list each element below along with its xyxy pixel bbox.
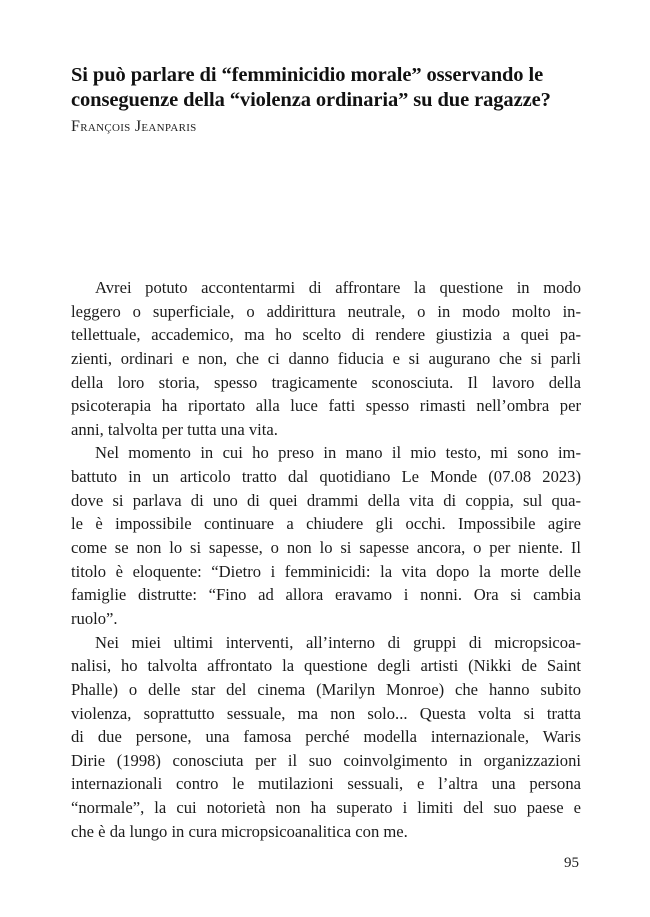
body-line: famiglie distrutte: “Fino ad allora eravamo i nonni. Ora si cambia [71, 585, 581, 605]
body-line: Avrei potuto accontentarmi di affrontare la questione in modo [95, 278, 581, 297]
body-line: battuto in un articolo tratto dal quotidiano Le Monde (07.08 2023) [71, 467, 581, 487]
chapter-title-line: conseguenze della “violenza ordinaria” su due ragazze? [71, 89, 551, 111]
body-line: nalisi, ho talvolta affrontato la questione degli artisti (Nikki de Saint [71, 656, 581, 676]
body-line: Dirie (1998) conosciuta per il suo coinvolgimento in organizzazioni [71, 750, 581, 770]
body-line: anni, talvolta per tutta una vita. [71, 419, 278, 439]
body-line: leggero o superficiale, o addirittura neutrale, o in modo molto in- [71, 301, 581, 321]
body-line: ruolo”. [71, 608, 118, 628]
page-number: 95 [564, 855, 579, 871]
body-line: dove si parlava di uno di quei drammi della vita di coppia, sul qua- [71, 490, 581, 510]
body-line: violenza, soprattutto sessuale, ma non solo... Questa volta si tratta [71, 703, 581, 723]
body-line: Nel momento in cui ho preso in mano il mio testo, mi sono im- [95, 443, 581, 463]
body-line: Nei miei ultimi interventi, all’interno di gruppi di micropsicoa- [95, 632, 581, 652]
chapter-author: François Jeanparis [71, 118, 197, 135]
chapter-title [71, 63, 591, 113]
body-line: Phalle) o delle star del cinema (Marilyn Monroe) che hanno subito [71, 679, 581, 699]
body-line: psicoterapia ha riportato alla luce fatti spesso rimasti nell’ombra per [71, 396, 581, 416]
body-line: tellettuale, accademico, ma ho scelto di rendere giustizia a quei pa- [71, 325, 581, 345]
body-line: della loro storia, spesso tragicamente sconosciuta. Il lavoro della [71, 372, 581, 392]
chapter-title-line: Si può parlare di “femminicidio morale” osservando le [71, 64, 544, 86]
body-line: di due persone, una famosa perché modella internazionale, Waris [71, 727, 581, 747]
body-line: internazionali contro le mutilazioni sessuali, e l’altra una persona [71, 774, 581, 794]
body-line: titolo è eloquente: “Dietro i femminicidi: la vita dopo la morte delle [71, 561, 581, 581]
body-line: le è impossibile continuare a chiudere gli occhi. Impossibile agire [71, 514, 581, 534]
body-line: “normale”, la cui notorietà non ha superato i limiti del suo paese e [71, 798, 581, 818]
body-line: che è da lungo in cura micropsicoanalitica con me. [71, 821, 408, 841]
body-text [71, 276, 581, 843]
body-line: zienti, ordinari e non, che ci danno fiducia e si augurano che si parli [71, 348, 581, 368]
body-line: come se non lo si sapesse, o non lo si sapesse ancora, o per niente. Il [71, 538, 581, 558]
